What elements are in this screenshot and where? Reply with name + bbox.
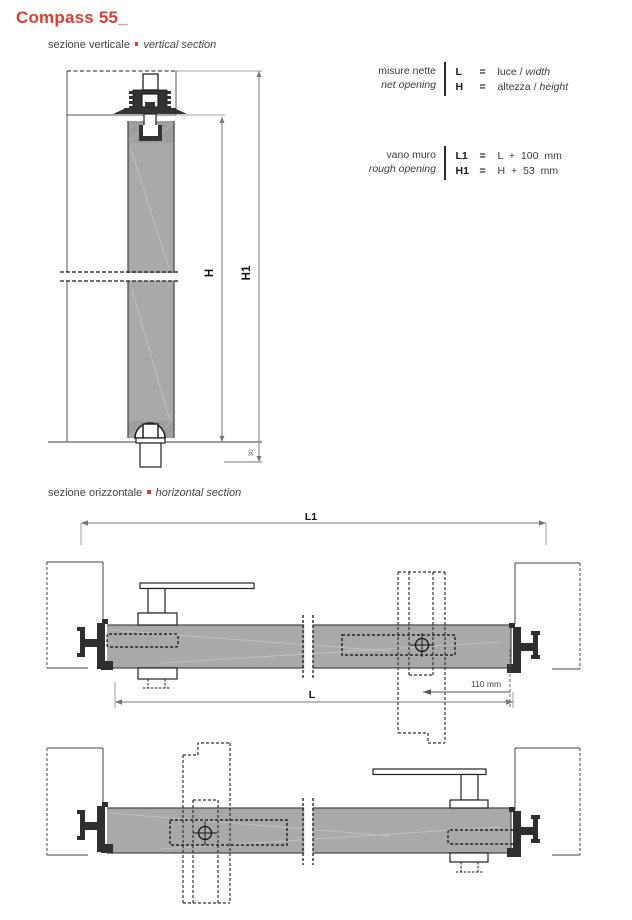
legend-sym: H1 xyxy=(455,164,469,177)
jamb-profile-right-1 xyxy=(507,623,540,673)
legend-rough-label-en: rough opening xyxy=(368,163,436,175)
legend-sym: H xyxy=(455,80,464,93)
legend-row-L xyxy=(456,66,569,78)
dimension-l xyxy=(115,682,513,708)
horizontal-section-label-it: sezione orizzontale xyxy=(48,487,143,499)
dimension-l-label: L xyxy=(308,689,316,701)
break-lines-1 xyxy=(303,615,313,678)
wall-left-2 xyxy=(47,748,103,855)
legend-net-opening xyxy=(356,62,568,96)
dimension-h-label: H xyxy=(204,268,216,278)
legend-op: = xyxy=(479,164,486,177)
legend-value: altezza / height xyxy=(497,80,569,93)
dimension-l1 xyxy=(81,512,546,545)
red-square-bullet xyxy=(147,490,151,494)
wall-right-1 xyxy=(515,563,580,669)
legend-net-labels xyxy=(356,62,444,96)
legend-op: = xyxy=(479,65,486,78)
legend-formula: L + 100 mm xyxy=(497,149,562,162)
horizontal-sections-drawing xyxy=(40,512,600,918)
wall-right-2 xyxy=(515,748,580,855)
vertical-section-label xyxy=(48,39,216,51)
legend-rough-labels xyxy=(356,146,444,180)
legend-net-label-en: net opening xyxy=(381,79,436,91)
page-title: Compass 55_ xyxy=(16,8,128,27)
red-square-bullet xyxy=(135,42,139,46)
legend-row-L1 xyxy=(456,150,562,162)
vertical-section-label-en: vertical section xyxy=(143,39,217,51)
legend-row-H1 xyxy=(456,165,562,177)
legend-rough-label-it: vano muro xyxy=(386,149,436,162)
legend-rough-opening xyxy=(356,146,562,180)
dimension-h1 xyxy=(241,71,262,462)
legend-value: luce / width xyxy=(497,65,551,78)
vertical-section-label-it: sezione verticale xyxy=(48,39,130,51)
horizontal-section-label xyxy=(48,487,241,499)
legend-formula: H + 53 mm xyxy=(497,164,559,177)
horizontal-section-label-en: horizontal section xyxy=(155,487,242,499)
legend-sym: L1 xyxy=(455,149,468,162)
legend-net-label-it: misure nette xyxy=(378,65,436,78)
floor-guide xyxy=(48,423,262,467)
legend-op: = xyxy=(479,149,486,162)
dimension-h1-label: H1 xyxy=(241,265,253,281)
dimension-l1-label: L1 xyxy=(304,512,318,523)
legend-op: = xyxy=(479,80,486,93)
dimension-110-label: 110 mm xyxy=(470,679,502,689)
vertical-section-drawing xyxy=(28,55,278,475)
jamb-profile-right-2 xyxy=(507,807,540,857)
legend-sym: L xyxy=(455,65,462,78)
break-lines xyxy=(60,272,182,281)
wall-left-1 xyxy=(47,562,103,668)
legend-row-H xyxy=(456,81,569,93)
dimension-30-label: 30 xyxy=(248,449,255,457)
dimension-30 xyxy=(224,449,262,462)
break-lines-2 xyxy=(303,798,313,865)
dimension-h xyxy=(204,117,225,442)
